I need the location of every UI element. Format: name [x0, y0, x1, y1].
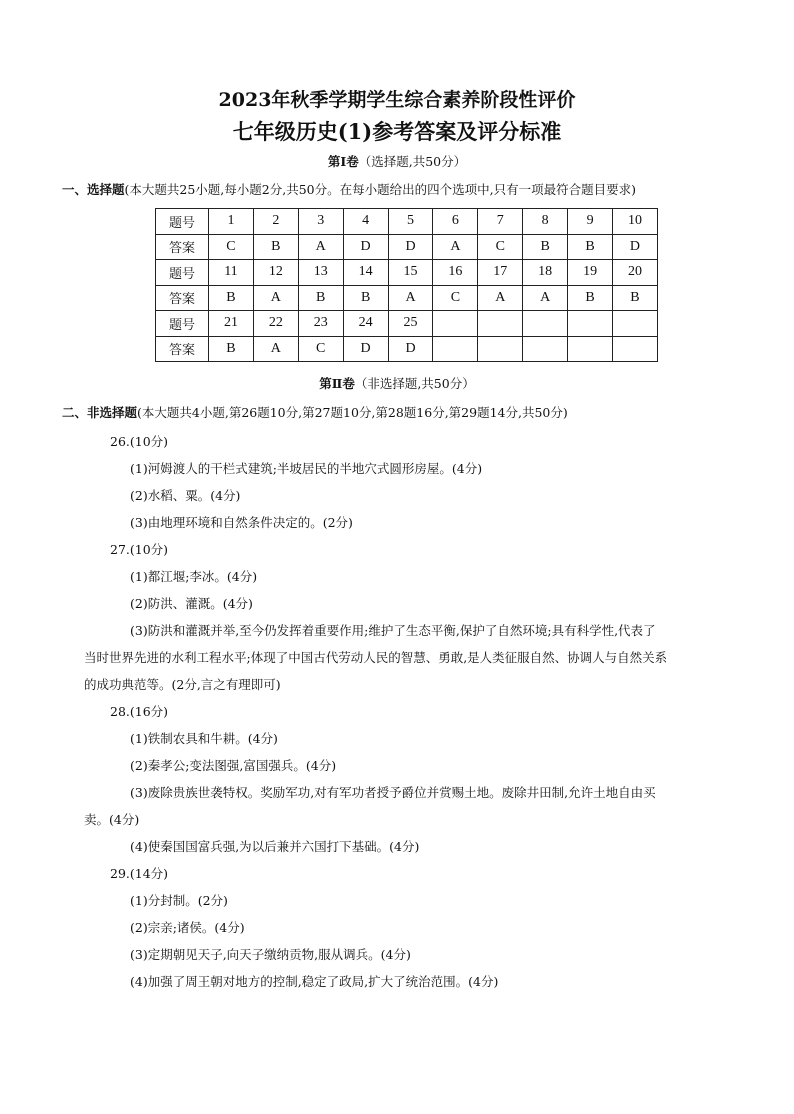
answer-row [156, 285, 658, 311]
q26-heading: 26.(10分) [110, 434, 169, 449]
part1-volume-label: 第Ⅰ卷 [327, 154, 359, 169]
part1-volume-heading [0, 152, 794, 170]
question-number-cell: 16 [433, 260, 478, 286]
answer-cell: B [209, 285, 254, 311]
q28-answer-1: (1)铁制农具和牛耕。(4分) [130, 731, 278, 746]
answer-cell: B [523, 234, 568, 260]
answer-row [156, 234, 658, 260]
answer-cell: D [388, 234, 433, 260]
answer-cell: A [523, 285, 568, 311]
answer-table [155, 208, 658, 362]
answer-cell: B [613, 285, 658, 311]
answer-row [156, 336, 658, 362]
part2-volume-note: （非选择题,共50分） [354, 376, 475, 391]
page-subtitle: 七年级历史(1)参考答案及评分标准 [232, 119, 562, 144]
q29-answer-1: (1)分封制。(2分) [130, 893, 228, 908]
question-number-cell [523, 311, 568, 337]
q27-heading: 27.(10分) [110, 542, 169, 557]
question-number-cell: 15 [388, 260, 433, 286]
question-number-cell: 12 [253, 260, 298, 286]
part1-section-heading [62, 180, 636, 198]
q29-answer-2: (2)宗亲;诸侯。(4分) [130, 920, 245, 935]
q27-answer-3-line-1: (3)防洪和灌溉并举,至今仍发挥着重要作用;维护了生态平衡,保护了自然环境;具有科学性,代表了 [130, 623, 656, 638]
q26-answer-2: (2)水稻、粟。(4分) [130, 488, 241, 503]
q27-answer-2: (2)防洪、灌溉。(4分) [130, 596, 253, 611]
number-row-label: 题号 [156, 260, 209, 286]
answer-cell: B [343, 285, 388, 311]
part2-section-heading [62, 403, 568, 421]
answer-cell [613, 336, 658, 362]
question-number-cell: 19 [568, 260, 613, 286]
answer-cell: D [613, 234, 658, 260]
question-number-cell: 14 [343, 260, 388, 286]
q29-heading: 29.(14分) [110, 866, 169, 881]
q28-heading: 28.(16分) [110, 704, 169, 719]
answer-row-label: 答案 [156, 336, 209, 362]
question-number-cell: 23 [298, 311, 343, 337]
part1-section-note: (本大题共25小题,每小题2分,共50分。在每小题给出的四个选项中,只有一项最符合题目要求) [124, 182, 636, 197]
question-number-cell: 17 [478, 260, 523, 286]
question-number-cell [478, 311, 523, 337]
q29-answer-4: (4)加强了周王朝对地方的控制,稳定了政局,扩大了统治范围。(4分) [130, 974, 499, 989]
question-number-cell: 25 [388, 311, 433, 337]
question-number-cell: 13 [298, 260, 343, 286]
part2-volume-heading [0, 374, 794, 392]
answer-cell: B [253, 234, 298, 260]
question-number-cell: 7 [478, 209, 523, 235]
answer-row-label: 答案 [156, 234, 209, 260]
answer-cell: A [433, 234, 478, 260]
answer-cell: C [478, 234, 523, 260]
q28-answer-4: (4)使秦国国富兵强,为以后兼并六国打下基础。(4分) [130, 839, 420, 854]
answer-cell: A [388, 285, 433, 311]
q28-answer-3-line-1: (3)废除贵族世袭特权。奖励军功,对有军功者授予爵位并赏赐土地。废除井田制,允许土地自由买 [130, 785, 656, 800]
question-number-cell [613, 311, 658, 337]
number-row [156, 311, 658, 337]
answer-cell: A [478, 285, 523, 311]
part2-section-note: (本大题共4小题,第26题10分,第27题10分,第28题16分,第29题14分,共50分) [137, 405, 568, 420]
question-number-cell: 9 [568, 209, 613, 235]
part2-volume-label: 第Ⅱ卷 [319, 376, 355, 391]
question-number-cell: 10 [613, 209, 658, 235]
q28-answer-2: (2)秦孝公;变法图强,富国强兵。(4分) [130, 758, 337, 773]
part1-volume-note: （选择题,共50分） [358, 154, 467, 169]
answer-cell: D [343, 234, 388, 260]
question-number-cell: 6 [433, 209, 478, 235]
answer-cell: B [568, 234, 613, 260]
answer-cell [523, 336, 568, 362]
question-number-cell: 2 [253, 209, 298, 235]
answer-cell: C [298, 336, 343, 362]
question-number-cell: 21 [209, 311, 254, 337]
answer-cell: C [433, 285, 478, 311]
question-number-cell [433, 311, 478, 337]
answer-cell: B [209, 336, 254, 362]
answer-row-label: 答案 [156, 285, 209, 311]
number-row-label: 题号 [156, 209, 209, 235]
question-number-cell [568, 311, 613, 337]
question-number-cell: 24 [343, 311, 388, 337]
number-row [156, 209, 658, 235]
answer-cell [478, 336, 523, 362]
number-row [156, 260, 658, 286]
answer-cell: A [253, 285, 298, 311]
answer-cell: C [209, 234, 254, 260]
question-number-cell: 11 [209, 260, 254, 286]
part2-section-label: 二、非选择题 [62, 405, 138, 420]
q29-answer-3: (3)定期朝见天子,向天子缴纳贡物,服从调兵。(4分) [130, 947, 411, 962]
part1-section-label: 一、选择题 [62, 182, 125, 197]
question-number-cell: 5 [388, 209, 433, 235]
q27-answer-3-line-2: 当时世界先进的水利工程水平;体现了中国古代劳动人民的智慧、勇敢,是人类征服自然、协调人与自然关系 [84, 650, 668, 665]
question-number-cell: 3 [298, 209, 343, 235]
question-number-cell: 20 [613, 260, 658, 286]
question-number-cell: 18 [523, 260, 568, 286]
answer-cell: D [388, 336, 433, 362]
answer-cell: D [343, 336, 388, 362]
answer-cell: A [253, 336, 298, 362]
page-title: 2023年秋季学期学生综合素养阶段性评价 [218, 89, 576, 111]
question-number-cell: 1 [209, 209, 254, 235]
question-number-cell: 4 [343, 209, 388, 235]
q27-answer-1: (1)都江堰;李冰。(4分) [130, 569, 258, 584]
answer-cell [433, 336, 478, 362]
question-number-cell: 8 [523, 209, 568, 235]
q26-answer-1: (1)河姆渡人的干栏式建筑;半坡居民的半地穴式圆形房屋。(4分) [130, 461, 483, 476]
question-number-cell: 22 [253, 311, 298, 337]
q26-answer-3: (3)由地理环境和自然条件决定的。(2分) [130, 515, 353, 530]
answer-cell: B [568, 285, 613, 311]
number-row-label: 题号 [156, 311, 209, 337]
answer-cell: B [298, 285, 343, 311]
q27-answer-3-line-3: 的成功典范等。(2分,言之有理即可) [84, 677, 281, 692]
answer-cell: A [298, 234, 343, 260]
answer-cell [568, 336, 613, 362]
q28-answer-3-line-2: 卖。(4分) [84, 812, 140, 827]
